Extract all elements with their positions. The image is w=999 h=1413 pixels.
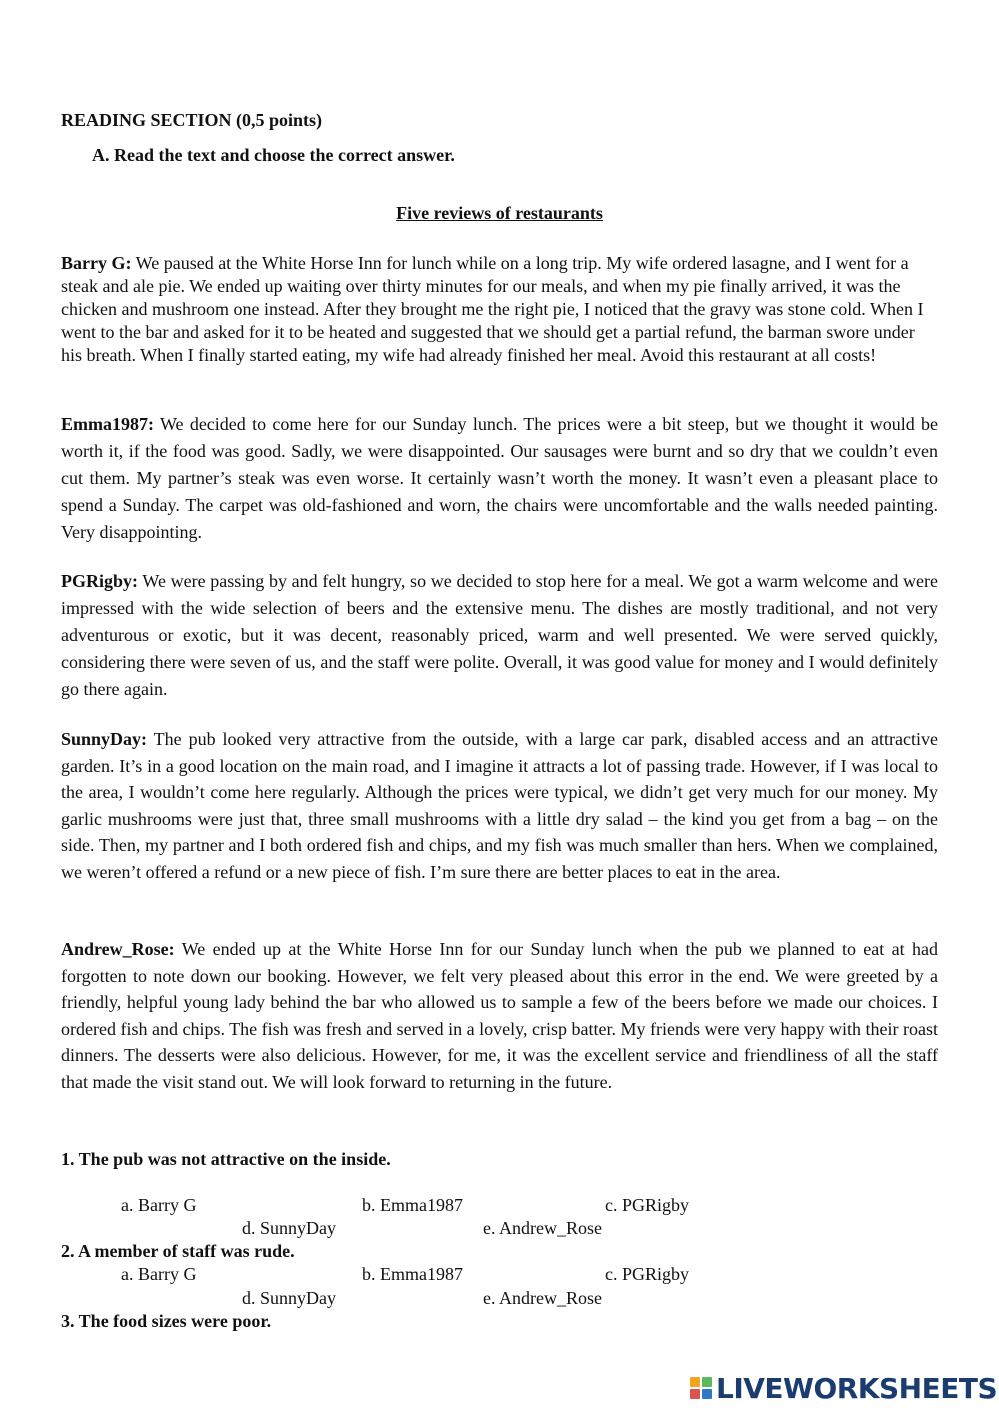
review-text: The pub looked very attractive from the outside, with a large car park, disabled access and an attractive garden. It’s in a good location on the main road, and I imagine it attracts a lot of passing trade. However, if I was local to the area, I wouldn’t come here regularly. Although the prices were typical, we didn’t get very much for our money. My garlic mushrooms were just that, three small mushrooms with a little dry salad – the kind you get from a bag – on the side. Then, my partner and I both ordered fish and chips, and my fish was much smaller than hers. When we complained, we weren’t offered a refund or a new piece of fish. I’m sure there are better places to eat in the area. bbox=[61, 729, 938, 882]
q1-option-b[interactable]: b. Emma1987 bbox=[362, 1195, 463, 1215]
review-author: Andrew_Rose: bbox=[61, 939, 175, 959]
q1-option-d[interactable]: d. SunnyDay bbox=[242, 1218, 336, 1238]
q1-option-e[interactable]: e. Andrew_Rose bbox=[483, 1218, 602, 1238]
question-3: 3. The food sizes were poor. bbox=[61, 1311, 272, 1331]
review-text: We decided to come here for our Sunday lunch. The prices were a bit steep, but we thought it would be worth it, if the food was good. Sadly, we were disappointed. Our sausages were burnt and so dry that we couldn’t even cut them. My partner’s steak was even worse. It certainly wasn’t worth the money. It wasn’t even a pleasant place to spend a Sunday. The carpet was old-fashioned and worn, the chairs were uncomfortable and the walls needed painting. Very disappointing. bbox=[61, 414, 938, 542]
q1-option-c[interactable]: c. PGRigby bbox=[605, 1195, 690, 1215]
q2-option-d[interactable]: d. SunnyDay bbox=[242, 1288, 336, 1308]
review-text: We paused at the White Horse Inn for lunch while on a long trip. My wife ordered lasagne, and I went for a steak and ale pie. We ended up waiting over thirty minutes for our meals, and when my pie finally arrived, it was the chicken and mushroom one instead. After they brought me the right pie, I noticed that the gravy was stone cold. When I went to the bar and asked for it to be heated and suggested that we should get a partial refund, the barman swore under his breath. When I finally started eating, my wife had already finished her meal. Avoid this restaurant at all costs! bbox=[61, 253, 924, 365]
review-author: Barry G: bbox=[61, 253, 132, 273]
document-title: Five reviews of restaurants bbox=[396, 203, 603, 223]
q2-option-a[interactable]: a. Barry G bbox=[121, 1264, 197, 1284]
question-1: 1. The pub was not attractive on the inside. bbox=[61, 1149, 391, 1169]
section-title: READING SECTION (0,5 points) bbox=[61, 110, 323, 130]
review-text: We ended up at the White Horse Inn for our Sunday lunch when the pub we planned to eat at had forgotten to note down our booking. However, we felt very pleased about this error in the end. We were greeted by a friendly, helpful young lady behind the bar who allowed us to sample a few of the beers before we made our choices. I ordered fish and chips. The fish was fresh and served in a lovely, crisp batter. My friends were very happy with their roast dinners. The desserts were also delicious. However, for me, it was the excellent service and friendliness of all the staff that made the visit stand out. We will look forward to returning in the future. bbox=[61, 939, 938, 1092]
logo-text: LIVEWORKSHEETS bbox=[716, 1372, 998, 1405]
review-author: SunnyDay: bbox=[61, 729, 148, 749]
q2-option-e[interactable]: e. Andrew_Rose bbox=[483, 1288, 602, 1308]
review-andrew-rose bbox=[61, 936, 938, 1095]
instruction: A. Read the text and choose the correct answer. bbox=[92, 145, 455, 165]
liveworksheets-mark-icon bbox=[690, 1377, 714, 1401]
review-pgrigby bbox=[61, 568, 938, 703]
q2-option-b[interactable]: b. Emma1987 bbox=[362, 1264, 463, 1284]
review-author: Emma1987: bbox=[61, 414, 154, 434]
question-2: 2. A member of staff was rude. bbox=[61, 1241, 295, 1261]
review-emma1987 bbox=[61, 411, 938, 546]
review-sunnyday bbox=[61, 726, 938, 885]
review-text: We were passing by and felt hungry, so we decided to stop here for a meal. We got a warm welcome and were impressed with the wide selection of beers and the extensive menu. The dishes are mostly traditional, and not very adventurous or exotic, but it was decent, reasonably priced, warm and well presented. We were served quickly, considering there were seven of us, and the staff were polite. Overall, it was good value for money and I would definitely go there again. bbox=[61, 571, 938, 699]
q2-option-c[interactable]: c. PGRigby bbox=[605, 1264, 690, 1284]
review-barry-g bbox=[61, 252, 938, 367]
liveworksheets-logo[interactable] bbox=[690, 1372, 998, 1405]
q1-option-a[interactable]: a. Barry G bbox=[121, 1195, 197, 1215]
review-author: PGRigby: bbox=[61, 571, 139, 591]
